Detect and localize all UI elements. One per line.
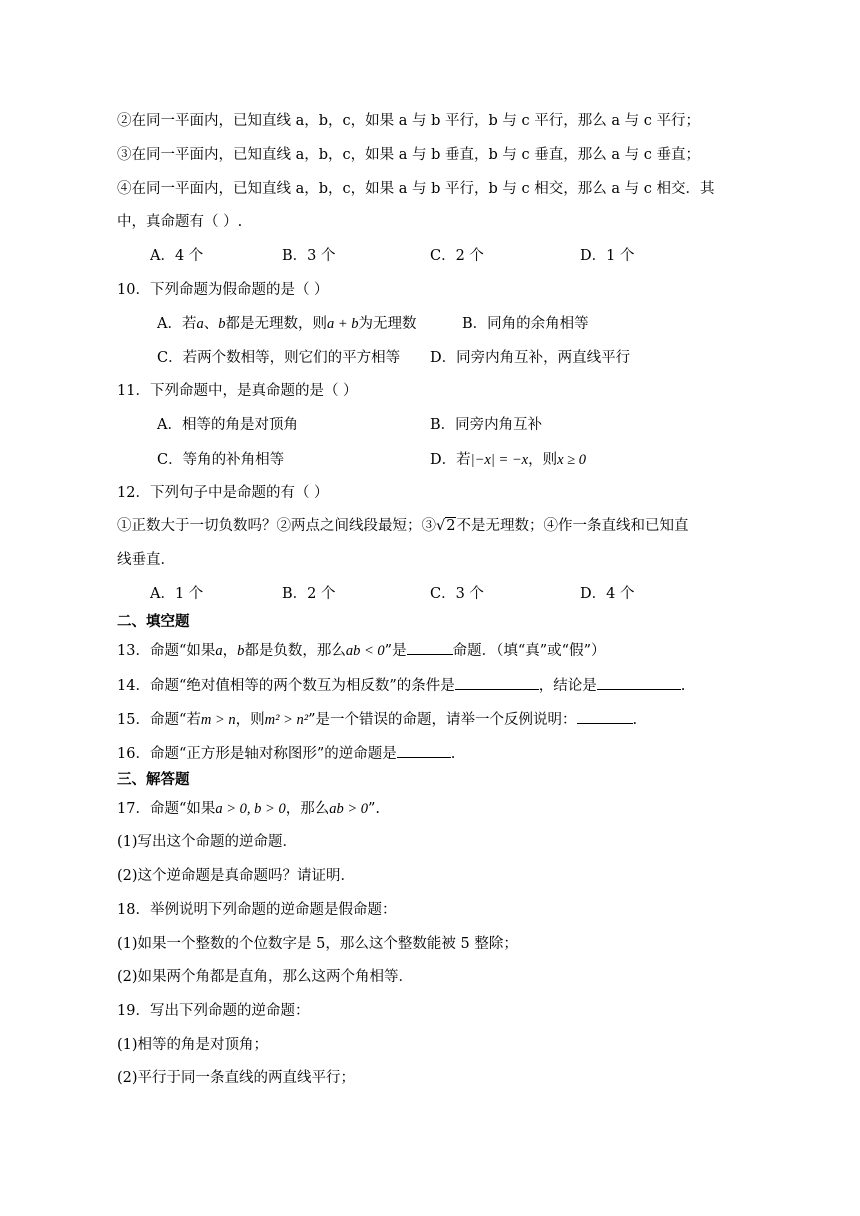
q19-part-1: (1)相等的角是对顶角； [117,1037,269,1053]
q11-option-b: B．同旁内角互补 [430,417,543,433]
q11-option-c: C．等角的补角相等 [157,452,285,468]
q17-expr2: ab > 0 [329,801,368,817]
q17-pre: 17．命题“如果 [117,801,216,817]
q15-mid1: ，则 [235,712,265,728]
q11-option-d [430,450,586,470]
sqrt-expression: √2 [436,518,456,534]
q16-pre: 16．命题“正方形是轴对称图形”的逆命题是 [117,746,397,762]
q17-part-1: (1)写出这个命题的逆命题． [117,834,298,850]
q16-post: . [450,746,456,762]
q15-pre: 15．命题“若 [117,712,201,728]
q13-post: ”是 [384,643,407,659]
q18-stem: 18．举例说明下列命题的逆命题是假命题： [117,902,397,918]
q12-line-2: 线垂直． [117,552,175,568]
q17-part-2: (2)这个逆命题是真命题吗？请证明． [117,868,356,884]
answer-blank-conclusion[interactable] [597,675,681,690]
q10-a-pre: A．若 [157,316,197,332]
q12-option-b: B．2 个 [282,586,336,602]
q11-option-a: A．相等的角是对顶角 [157,417,298,433]
q15-post: . [632,712,638,728]
q10-stem: 10．下列命题为假命题的是（ ） [117,282,329,298]
q14 [117,675,685,696]
q11-d-mid: ，则 [528,452,558,468]
q9-option-b: B．3 个 [282,248,336,264]
q10-a-post: 为无理数 [358,316,417,332]
q15-mid2: ”是一个错误的命题，请举一个反例说明： [308,712,577,728]
q17-stem [117,799,380,819]
q18-part-2: (2)如果两个角都是直角，那么这两个角相等． [117,969,414,985]
q10-a-var2: b [218,316,226,332]
section-heading-answer: 三、解答题 [117,771,190,788]
q11-d-pre: D．若 [430,452,471,468]
q13-expr: ab < 0 [345,643,385,659]
q12-option-a: A．1 个 [150,586,204,602]
q16 [117,743,455,764]
q9-option-c: C．2 个 [430,248,484,264]
q14-mid: ，结论是 [538,678,597,694]
answer-blank[interactable] [397,743,451,758]
answer-blank-condition[interactable] [455,675,539,690]
q10-option-c: C．若两个数相等，则它们的平方相等 [157,350,401,366]
q10-a-var1: a [196,316,204,332]
q9-option-a: A．4 个 [150,248,204,264]
q12-line1-post: 不是无理数；④作一条直线和已知直 [456,518,689,534]
answer-blank[interactable] [577,709,633,724]
q11-stem: 11．下列命题中，是真命题的是（ ） [117,383,358,399]
q10-a-mid: 都是无理数，则 [225,316,327,332]
answer-blank[interactable] [407,640,453,655]
q19-stem: 19．写出下列命题的逆命题： [117,1003,310,1019]
q13-post2: 命题．（填“真”或“假”） [452,643,606,659]
q10-option-d: D．同旁内角互补，两直线平行 [430,350,631,366]
q15 [117,709,637,730]
q11-d-expr2: x ≥ 0 [557,452,586,468]
q10-option-a [157,314,417,334]
q9-statement-2: ②在同一平面内，已知直线 a，b，c，如果 a 与 b 平行，b 与 c 平行，那么 a 与 c 平行； [117,113,700,129]
q9-option-d: D．1 个 [580,248,635,264]
q13-var1: a [215,643,223,659]
q9-statement-3: ③在同一平面内，已知直线 a，b，c，如果 a 与 b 垂直，b 与 c 垂直，那么 a 与 c 垂直； [117,147,700,163]
q10-a-sep: 、 [203,316,219,332]
q12-stem: 12．下列句子中是命题的有（ ） [117,485,329,501]
sqrt-radicand: 2 [446,518,456,534]
q13-pre: 13．命题“如果 [117,643,216,659]
q12-line-1 [117,516,688,536]
section-heading-fill-in: 二、填空题 [117,613,190,630]
q12-option-c: C．3 个 [430,586,484,602]
q12-option-d: D．4 个 [580,586,635,602]
q13-sep: ， [222,643,238,659]
q17-expr: a > 0, b > 0 [215,801,286,817]
q10-option-b: B．同角的余角相等 [462,316,589,332]
q18-part-1: (1)如果一个整数的个位数字是 5，那么这个整数能被 5 整除； [117,936,518,952]
q14-pre: 14．命题“绝对值相等的两个数互为相反数”的条件是 [117,678,455,694]
q15-expr1: m > n [200,712,236,728]
q17-post: ”. [368,801,381,817]
q17-mid: ，那么 [285,801,330,817]
q12-line1-pre: ①正数大于一切负数吗？②两点之间线段最短；③ [117,518,436,534]
q10-a-expr: a + b [326,316,359,332]
q13-var2: b [237,643,245,659]
q13-mid: 都是负数，那么 [244,643,346,659]
q19-part-2: (2)平行于同一条直线的两直线平行； [117,1070,356,1086]
q13 [117,640,606,661]
q11-d-expr: |−x| = −x [470,452,529,468]
q15-expr2: m² > n² [264,712,309,728]
q9-statement-4: ④在同一平面内，已知直线 a，b，c，如果 a 与 b 平行，b 与 c 相交，那么 a 与 c 相交．其 [117,181,715,197]
q9-statement-4-cont: 中，真命题有（ ）. [117,214,243,230]
q14-post: . [680,678,686,694]
